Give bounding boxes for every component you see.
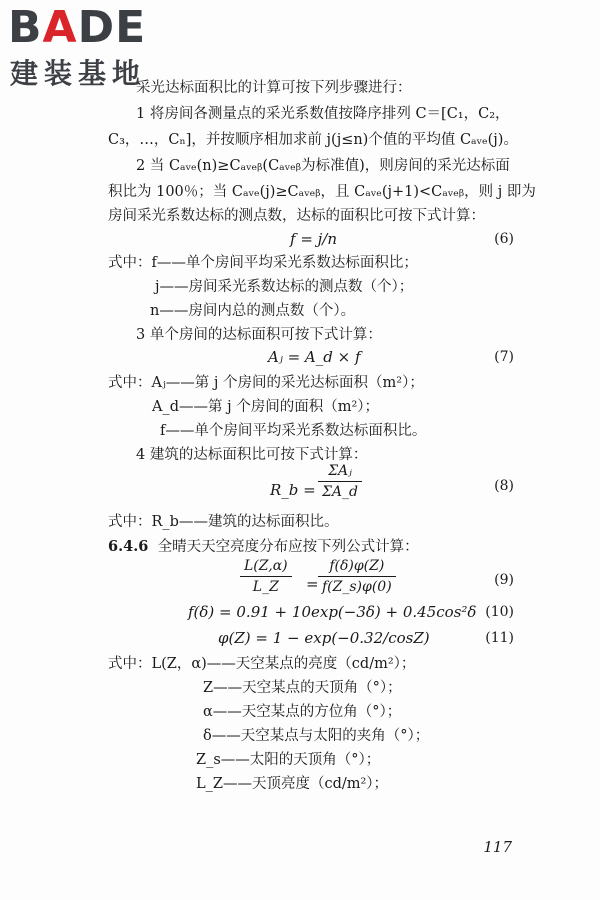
where-line: 式中：R_b——建筑的达标面积比。 [108, 514, 339, 530]
where-line: j——房间采光系数达标的测点数（个）； [155, 279, 414, 295]
where-line: n——房间内总的测点数（个）。 [150, 303, 356, 319]
equation-8-number: (8) [494, 478, 514, 494]
fraction-denominator: L_Z [252, 579, 279, 595]
section-heading [108, 537, 419, 557]
equation-8-fraction [318, 462, 362, 501]
intro-line: 采光达标面积比的计算可按下列步骤进行： [136, 80, 412, 96]
where-line: L_Z——天顶亮度（cd/m²）； [196, 776, 389, 792]
section-text: 全晴天天空亮度分布应按下列公式计算： [157, 539, 419, 555]
step2-line-cont: 积比为 100％；当 Cₐᵥₑ(j)≥Cₐᵥₑᵦ，且 Cₐᵥₑ(j+1)<Cₐᵥₑᵦ，则 j 即为 [108, 184, 536, 200]
equals-sign: = [306, 575, 319, 593]
fraction-numerator: ΣAⱼ [328, 463, 352, 479]
equation-10-number: (10) [485, 604, 514, 620]
where-line: Z——天空某点的天顶角（°）； [203, 680, 402, 696]
where-line: α——天空某点的方位角（°）； [203, 704, 402, 720]
equation-10: f(δ) = 0.91 + 10exp(−3δ) + 0.45cos²δ [188, 603, 477, 621]
fraction-bar [318, 481, 362, 482]
fraction-numerator: f(δ)φ(Z) [329, 558, 385, 574]
fraction-bar [318, 576, 396, 577]
fraction-bar [240, 576, 292, 577]
equation-9-rhs [318, 557, 396, 596]
step1-line: 1 将房间各测量点的采光系数值按降序排列 C＝[C₁，C₂， [136, 106, 510, 122]
equation-9-lhs [240, 557, 292, 596]
where-line: 式中：Aⱼ——第 j 个房间的采光达标面积（m²）； [108, 375, 424, 391]
where-line: Z_s——太阳的天顶角（°）； [196, 752, 381, 768]
equation-9-number: (9) [494, 572, 514, 588]
section-number: 6.4.6 [108, 538, 149, 555]
fraction-numerator: L(Z,α) [244, 558, 288, 574]
fraction-denominator: f(Z_s)φ(0) [322, 579, 392, 595]
step2-line-cont2: 房间采光系数达标的测点数，达标的面积比可按下式计算： [108, 208, 485, 224]
equation-7-number: (7) [494, 349, 514, 365]
step2-line: 2 当 Cₐᵥₑ(n)≥Cₐᵥₑᵦ(Cₐᵥₑᵦ为标准值)，则房间的采光达标面 [136, 158, 510, 174]
equation-8-lhs: R_b = [270, 481, 316, 499]
page-number: 117 [483, 838, 512, 856]
where-line: 式中：L(Z，α)——天空某点的亮度（cd/m²）； [108, 656, 416, 672]
logo-wordmark: BADE [8, 2, 147, 53]
where-line: f——单个房间平均采光系数达标面积比。 [160, 423, 427, 439]
equation-6: f = j/n [290, 230, 338, 248]
equation-6-number: (6) [494, 231, 514, 247]
equation-7: Aⱼ = A_d × f [268, 348, 361, 366]
step3-line: 3 单个房间的达标面积可按下式计算： [136, 327, 382, 343]
where-line: 式中：f——单个房间平均采光系数达标面积比； [108, 255, 418, 271]
fraction-denominator: ΣA_d [322, 484, 358, 500]
logo-subtitle: 建装基地 [10, 57, 147, 90]
equation-11: φ(Z) = 1 − exp(−0.32/cosZ) [218, 629, 430, 647]
where-line: δ——天空某点与太阳的夹角（°）； [203, 728, 430, 744]
where-line: A_d——第 j 个房间的面积（m²）； [152, 399, 380, 415]
step4-line: 4 建筑的达标面积比可按下式计算： [136, 447, 368, 463]
equation-11-number: (11) [485, 630, 514, 646]
step1-line-cont: C₃，…，Cₙ]，并按顺序相加求前 j(j≤n)个值的平均值 Cₐᵥₑ(j)。 [108, 132, 518, 148]
